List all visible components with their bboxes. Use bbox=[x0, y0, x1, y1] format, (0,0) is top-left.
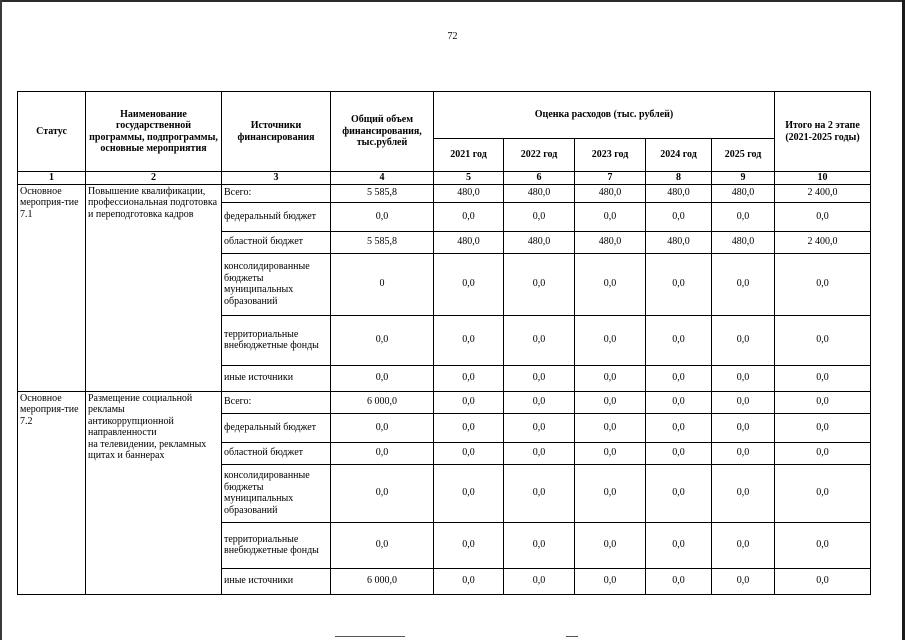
header-year: 2022 год bbox=[504, 139, 575, 172]
year-value-cell: 0,0 bbox=[504, 442, 575, 464]
header-total-funding: Общий объем финансирования, тыс.рублей bbox=[331, 92, 434, 172]
stage-total-cell: 0,0 bbox=[775, 315, 871, 365]
year-value-cell: 0,0 bbox=[434, 315, 504, 365]
year-value-cell: 0,0 bbox=[712, 253, 775, 315]
funding-source-cell: иные источники bbox=[222, 568, 331, 594]
column-number: 10 bbox=[775, 172, 871, 185]
year-value-cell: 0,0 bbox=[712, 464, 775, 522]
header-stage-total: Итого на 2 этапе (2021-2025 годы) bbox=[775, 92, 871, 172]
funding-source-cell: территориальные внебюджетные фонды bbox=[222, 522, 331, 568]
column-number: 5 bbox=[434, 172, 504, 185]
year-value-cell: 0,0 bbox=[575, 365, 646, 391]
funding-source-cell: консолидированные бюджеты муниципальных образований bbox=[222, 253, 331, 315]
total-funding-cell: 0,0 bbox=[331, 413, 434, 442]
year-value-cell: 0,0 bbox=[504, 413, 575, 442]
year-value-cell: 0,0 bbox=[434, 365, 504, 391]
header-program-name: Наименование государственной программы, подпрограммы, основные мероприятия bbox=[86, 92, 222, 172]
stage-total-cell: 0,0 bbox=[775, 413, 871, 442]
year-value-cell: 0,0 bbox=[434, 391, 504, 413]
column-number: 1 bbox=[18, 172, 86, 185]
total-funding-cell: 6 000,0 bbox=[331, 391, 434, 413]
header-year: 2021 год bbox=[434, 139, 504, 172]
column-number: 2 bbox=[86, 172, 222, 185]
year-value-cell: 0,0 bbox=[434, 464, 504, 522]
year-value-cell: 0,0 bbox=[504, 365, 575, 391]
year-value-cell: 0,0 bbox=[504, 202, 575, 231]
year-value-cell: 0,0 bbox=[712, 202, 775, 231]
funding-source-cell: консолидированные бюджеты муниципальных образований bbox=[222, 464, 331, 522]
program-name-cell: Повышение квалификации, профессиональная подготовка и переподготовка кадров bbox=[86, 184, 222, 391]
year-value-cell: 0,0 bbox=[712, 365, 775, 391]
year-value-cell: 0,0 bbox=[575, 522, 646, 568]
header-year: 2024 год bbox=[646, 139, 712, 172]
year-value-cell: 0,0 bbox=[434, 568, 504, 594]
column-number: 3 bbox=[222, 172, 331, 185]
year-value-cell: 0,0 bbox=[434, 442, 504, 464]
year-value-cell: 0,0 bbox=[646, 568, 712, 594]
year-value-cell: 0,0 bbox=[712, 391, 775, 413]
column-number: 8 bbox=[646, 172, 712, 185]
stage-total-cell: 0,0 bbox=[775, 568, 871, 594]
total-funding-cell: 0,0 bbox=[331, 442, 434, 464]
year-value-cell: 0,0 bbox=[575, 464, 646, 522]
year-value-cell: 0,0 bbox=[646, 413, 712, 442]
total-funding-cell: 0,0 bbox=[331, 365, 434, 391]
scan-footer-mark bbox=[335, 636, 405, 637]
year-value-cell: 0,0 bbox=[575, 391, 646, 413]
table-body bbox=[18, 184, 871, 594]
year-value-cell: 480,0 bbox=[575, 184, 646, 202]
total-funding-cell: 0,0 bbox=[331, 315, 434, 365]
year-value-cell: 480,0 bbox=[646, 231, 712, 253]
stage-total-cell: 2 400,0 bbox=[775, 184, 871, 202]
header-year: 2023 год bbox=[575, 139, 646, 172]
total-funding-cell: 5 585,8 bbox=[331, 231, 434, 253]
budget-table bbox=[17, 91, 871, 595]
year-value-cell: 480,0 bbox=[434, 231, 504, 253]
total-funding-cell: 0,0 bbox=[331, 522, 434, 568]
total-funding-cell: 0,0 bbox=[331, 202, 434, 231]
status-cell: Основное мероприя-тие 7.2 bbox=[18, 391, 86, 594]
year-value-cell: 0,0 bbox=[504, 568, 575, 594]
year-value-cell: 0,0 bbox=[646, 522, 712, 568]
stage-total-cell: 2 400,0 bbox=[775, 231, 871, 253]
total-funding-cell: 0 bbox=[331, 253, 434, 315]
stage-total-cell: 0,0 bbox=[775, 391, 871, 413]
year-value-cell: 0,0 bbox=[504, 253, 575, 315]
year-value-cell: 0,0 bbox=[434, 413, 504, 442]
stage-total-cell: 0,0 bbox=[775, 522, 871, 568]
status-cell: Основное мероприя-тие 7.1 bbox=[18, 184, 86, 391]
year-value-cell: 0,0 bbox=[646, 442, 712, 464]
table-row bbox=[18, 391, 871, 413]
funding-source-cell: областной бюджет bbox=[222, 231, 331, 253]
year-value-cell: 0,0 bbox=[575, 413, 646, 442]
year-value-cell: 0,0 bbox=[712, 315, 775, 365]
year-value-cell: 480,0 bbox=[646, 184, 712, 202]
column-number: 4 bbox=[331, 172, 434, 185]
funding-source-cell: Всего: bbox=[222, 184, 331, 202]
header-status: Статус bbox=[18, 92, 86, 172]
funding-source-cell: федеральный бюджет bbox=[222, 202, 331, 231]
year-value-cell: 0,0 bbox=[646, 391, 712, 413]
year-value-cell: 480,0 bbox=[575, 231, 646, 253]
column-number: 7 bbox=[575, 172, 646, 185]
year-value-cell: 0,0 bbox=[646, 202, 712, 231]
page-number: 72 bbox=[447, 31, 458, 42]
stage-total-cell: 0,0 bbox=[775, 202, 871, 231]
year-value-cell: 0,0 bbox=[712, 522, 775, 568]
stage-total-cell: 0,0 bbox=[775, 464, 871, 522]
year-value-cell: 0,0 bbox=[504, 315, 575, 365]
year-value-cell: 480,0 bbox=[504, 184, 575, 202]
funding-source-cell: иные источники bbox=[222, 365, 331, 391]
scan-edge-top bbox=[0, 0, 905, 2]
year-value-cell: 0,0 bbox=[575, 315, 646, 365]
column-number: 6 bbox=[504, 172, 575, 185]
year-value-cell: 0,0 bbox=[646, 365, 712, 391]
year-value-cell: 0,0 bbox=[575, 253, 646, 315]
header-funding-sources: Источники финансирования bbox=[222, 92, 331, 172]
stage-total-cell: 0,0 bbox=[775, 442, 871, 464]
funding-source-cell: федеральный бюджет bbox=[222, 413, 331, 442]
funding-source-cell: Всего: bbox=[222, 391, 331, 413]
year-value-cell: 0,0 bbox=[646, 315, 712, 365]
year-value-cell: 480,0 bbox=[712, 231, 775, 253]
year-value-cell: 480,0 bbox=[434, 184, 504, 202]
funding-source-cell: областной бюджет bbox=[222, 442, 331, 464]
year-value-cell: 0,0 bbox=[504, 464, 575, 522]
total-funding-cell: 5 585,8 bbox=[331, 184, 434, 202]
scan-edge-left bbox=[0, 0, 2, 640]
year-value-cell: 0,0 bbox=[575, 568, 646, 594]
column-number: 9 bbox=[712, 172, 775, 185]
year-value-cell: 0,0 bbox=[504, 522, 575, 568]
total-funding-cell: 6 000,0 bbox=[331, 568, 434, 594]
header-expense-estimate: Оценка расходов (тыс. рублей) bbox=[434, 92, 775, 139]
column-number-row bbox=[18, 172, 871, 185]
year-value-cell: 0,0 bbox=[712, 442, 775, 464]
year-value-cell: 0,0 bbox=[434, 253, 504, 315]
year-value-cell: 0,0 bbox=[712, 568, 775, 594]
year-value-cell: 0,0 bbox=[434, 522, 504, 568]
year-value-cell: 0,0 bbox=[434, 202, 504, 231]
funding-source-cell: территориальные внебюджетные фонды bbox=[222, 315, 331, 365]
scan-footer-mark bbox=[566, 636, 578, 637]
year-value-cell: 480,0 bbox=[712, 184, 775, 202]
total-funding-cell: 0,0 bbox=[331, 464, 434, 522]
stage-total-cell: 0,0 bbox=[775, 253, 871, 315]
year-value-cell: 0,0 bbox=[504, 391, 575, 413]
table-row bbox=[18, 184, 871, 202]
year-value-cell: 0,0 bbox=[646, 464, 712, 522]
program-name-cell: Размещение социальной рекламы антикоррупционной направленности на телевидении, рекламных щитах и баннерах bbox=[86, 391, 222, 594]
year-value-cell: 0,0 bbox=[575, 202, 646, 231]
year-value-cell: 0,0 bbox=[646, 253, 712, 315]
year-value-cell: 480,0 bbox=[504, 231, 575, 253]
stage-total-cell: 0,0 bbox=[775, 365, 871, 391]
year-value-cell: 0,0 bbox=[575, 442, 646, 464]
year-value-cell: 0,0 bbox=[712, 413, 775, 442]
header-year: 2025 год bbox=[712, 139, 775, 172]
